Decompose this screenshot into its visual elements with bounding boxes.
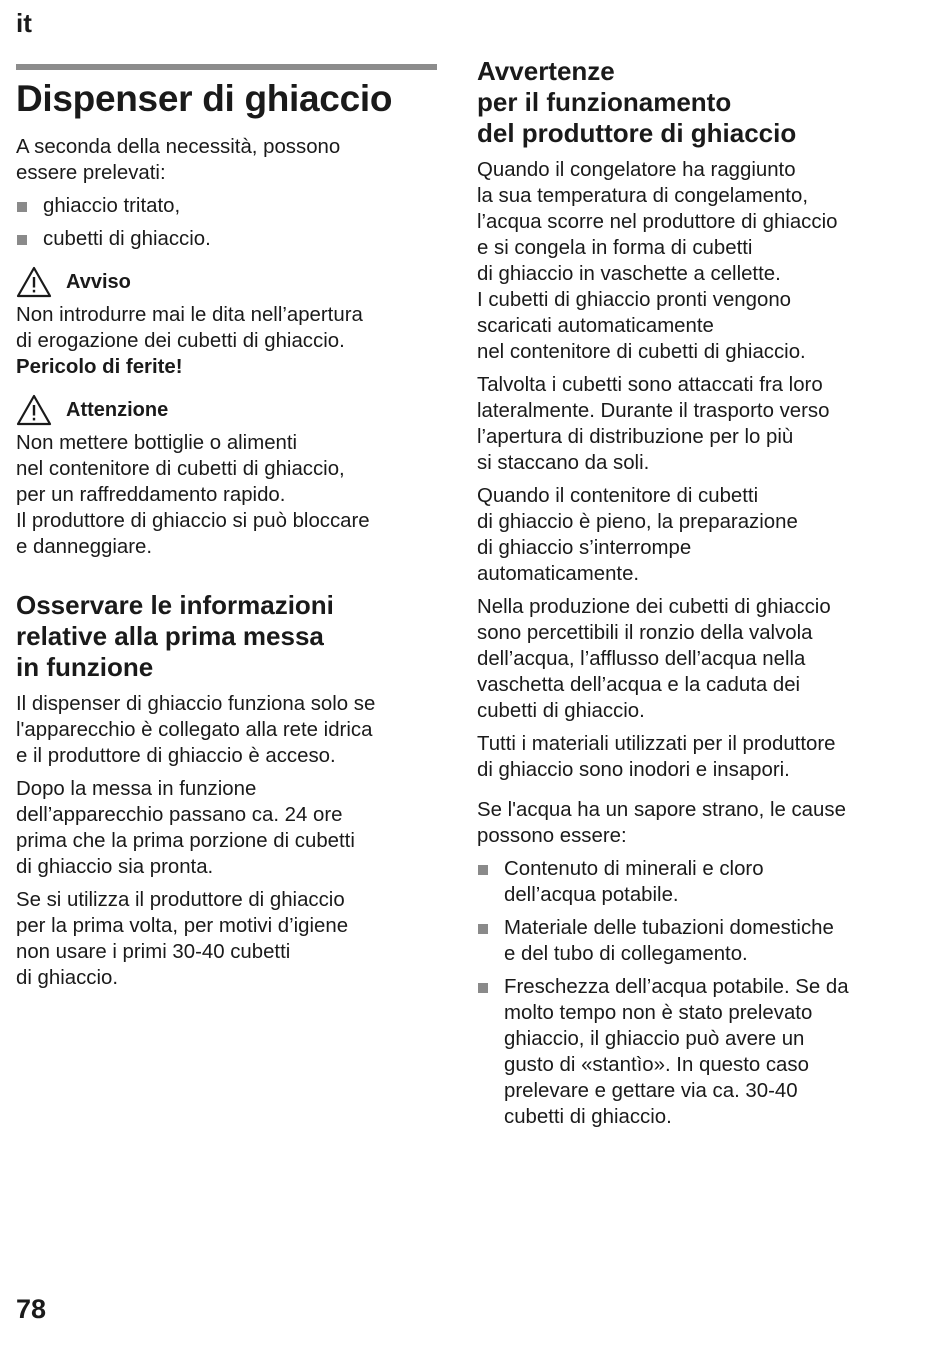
cause-list	[477, 856, 917, 1130]
list-item: Contenuto di minerali e cloro dell’acqua potabile.	[477, 856, 917, 908]
caution-text: Non mettere bottiglie o alimenti nel contenitore di cubetti di ghiaccio, per un raffreddamento rapido. Il produttore di ghiaccio si può bloccare e danneggiare.	[16, 432, 370, 558]
language-code: it	[16, 8, 32, 38]
bullet-icon	[17, 235, 27, 245]
caution-header	[16, 394, 437, 426]
list-item: cubetti di ghiaccio.	[16, 226, 437, 252]
page-title: Dispenser di ghiaccio	[16, 78, 393, 119]
warning-triangle-icon	[16, 394, 52, 426]
list-item: Freschezza dell’acqua potabile. Se da molto tempo non è stato prelevato ghiaccio, il ghiaccio può avere un gusto di «stantìo». In questo caso prelevare e gettare via ca. 30-40 cubetti di ghiaccio.	[477, 974, 917, 1130]
paragraph: Tutti i materiali utilizzati per il produttore di ghiaccio sono inodori e insapori.	[477, 733, 836, 781]
title-rule	[16, 64, 437, 70]
paragraph: Se si utilizza il produttore di ghiaccio per la prima volta, per motivi d’igiene non usare i primi 30-40 cubetti di ghiaccio.	[16, 889, 349, 989]
warning-label: Avviso	[66, 270, 131, 293]
intro-text: A seconda della necessità, possono essere prelevati:	[16, 136, 341, 184]
paragraph: Nella produzione dei cubetti di ghiaccio sono percettibili il ronzio della valvola dell’acqua, l’afflusso dell’acqua nella vaschetta dell’acqua e la caduta dei cubetti di ghiaccio.	[477, 596, 831, 722]
warning-triangle-icon	[16, 266, 52, 298]
left-column	[16, 76, 437, 998]
paragraph: Dopo la messa in funzione dell’apparecchio passano ca. 24 ore prima che la prima porzione di cubetti di ghiaccio sia pronta.	[16, 778, 355, 878]
warning-header	[16, 266, 437, 298]
section-heading: Osservare le informazioni relative alla prima messa in funzione	[16, 590, 334, 682]
list-item: ghiaccio tritato,	[16, 193, 437, 219]
bullet-icon	[478, 983, 488, 993]
list-item: Materiale delle tubazioni domestiche e del tubo di collegamento.	[477, 915, 917, 967]
paragraph: Quando il contenitore di cubetti di ghiaccio è pieno, la preparazione di ghiaccio s’interrompe automaticamente.	[477, 485, 798, 585]
warning-emphasis: Pericolo di ferite!	[16, 356, 183, 378]
caution-label: Attenzione	[66, 398, 169, 421]
section-heading: Avvertenze per il funzionamento del produttore di ghiaccio	[477, 56, 797, 148]
paragraph: Quando il congelatore ha raggiunto la sua temperatura di congelamento, l’acqua scorre nel produttore di ghiaccio e si congela in forma di cubetti di ghiaccio in vaschette a cellette. I cubetti di ghiaccio pronti vengono scaricati automaticamente nel contenitore di cubetti di ghiaccio.	[477, 159, 838, 363]
page-number: 78	[16, 1294, 47, 1324]
item-list	[16, 193, 437, 252]
warning-text: Non introdurre mai le dita nell’apertura di erogazione dei cubetti di ghiaccio.	[16, 304, 363, 352]
paragraph: Talvolta i cubetti sono attaccati fra loro lateralmente. Durante il trasporto verso l’apertura di distribuzione per lo più si staccano da soli.	[477, 374, 830, 474]
bullet-icon	[17, 202, 27, 212]
bullet-icon	[478, 924, 488, 934]
taste-intro: Se l'acqua ha un sapore strano, le cause possono essere:	[477, 799, 846, 847]
right-column	[477, 56, 917, 1138]
bullet-icon	[478, 865, 488, 875]
paragraph: Il dispenser di ghiaccio funziona solo se l'apparecchio è collegato alla rete idrica e il produttore di ghiaccio è acceso.	[16, 693, 376, 767]
